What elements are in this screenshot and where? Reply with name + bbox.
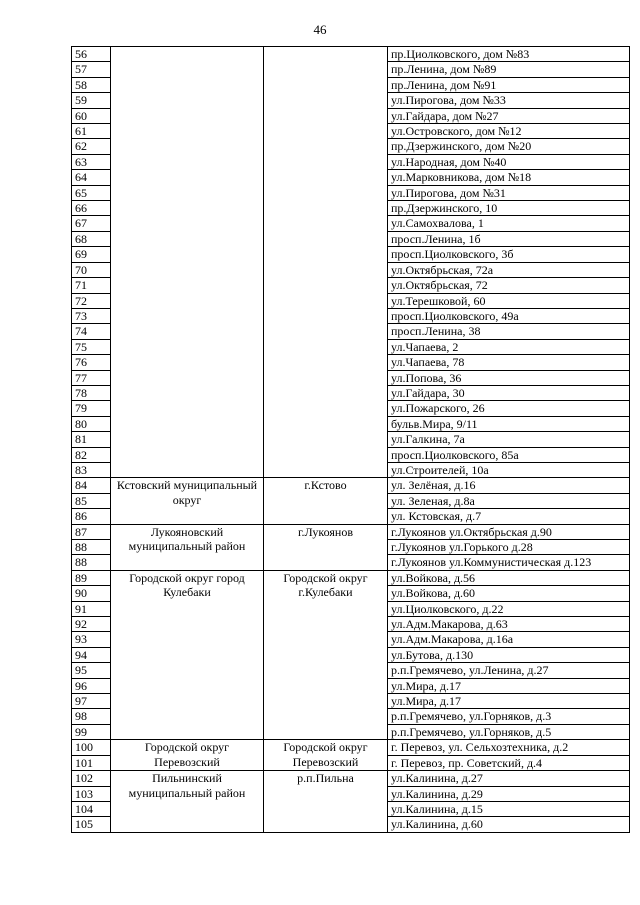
- address-cell: ул.Циолковского, д.22: [388, 601, 630, 616]
- district-cell: Лукояновский муниципальный район: [111, 524, 264, 570]
- address-cell: ул.Бутова, д.130: [388, 647, 630, 662]
- row-number: 75: [72, 339, 111, 354]
- address-cell: ул.Гайдара, дом №27: [388, 108, 630, 123]
- settlement-cell: Городской округ Перевозский: [264, 740, 388, 771]
- settlement-cell: Городской округ г.Кулебаки: [264, 570, 388, 739]
- address-cell: бульв.Мира, 9/11: [388, 416, 630, 431]
- district-cell: Кстовский муниципальный округ: [111, 478, 264, 524]
- address-cell: просп.Ленина, 1б: [388, 231, 630, 246]
- address-cell: ул.Калинина, д.29: [388, 786, 630, 801]
- address-cell: г.Лукоянов ул.Октябрьская д.90: [388, 524, 630, 539]
- address-cell: ул.Пожарского, 26: [388, 401, 630, 416]
- address-cell: ул.Войкова, д.56: [388, 570, 630, 585]
- district-cell: [111, 47, 264, 478]
- district-cell: Городской округ Перевозский: [111, 740, 264, 771]
- row-number: 105: [72, 817, 111, 832]
- row-number: 74: [72, 324, 111, 339]
- row-number: 63: [72, 154, 111, 169]
- row-number: 81: [72, 432, 111, 447]
- row-number: 76: [72, 355, 111, 370]
- address-cell: ул.Мира, д.17: [388, 678, 630, 693]
- row-number: 88: [72, 540, 111, 555]
- page-number: 46: [313, 22, 327, 37]
- row-number: 72: [72, 293, 111, 308]
- row-number: 73: [72, 308, 111, 323]
- address-cell: г.Лукоянов ул.Горького д.28: [388, 540, 630, 555]
- settlement-cell: [264, 47, 388, 478]
- district-cell: Пильнинский муниципальный район: [111, 771, 264, 833]
- address-cell: просп.Циолковского, 3б: [388, 247, 630, 262]
- row-number: 85: [72, 493, 111, 508]
- address-cell: просп.Циолковского, 49а: [388, 308, 630, 323]
- row-number: 58: [72, 77, 111, 92]
- table-row: [72, 740, 630, 755]
- table-row: [72, 478, 630, 493]
- table-row: [72, 524, 630, 539]
- address-cell: ул.Чапаева, 78: [388, 355, 630, 370]
- table-row: [72, 570, 630, 585]
- row-number: 70: [72, 262, 111, 277]
- address-cell: ул.Терешковой, 60: [388, 293, 630, 308]
- row-number: 80: [72, 416, 111, 431]
- address-cell: ул.Строителей, 10а: [388, 462, 630, 477]
- row-number: 82: [72, 447, 111, 462]
- row-number: 92: [72, 617, 111, 632]
- address-cell: пр.Дзержинского, 10: [388, 201, 630, 216]
- row-number: 89: [72, 570, 111, 585]
- row-number: 95: [72, 663, 111, 678]
- address-cell: пр.Циолковского, дом №83: [388, 47, 630, 62]
- address-cell: ул.Адм.Макарова, д.16а: [388, 632, 630, 647]
- address-cell: р.п.Гремячево, ул.Ленина, д.27: [388, 663, 630, 678]
- settlement-cell: г.Кстово: [264, 478, 388, 524]
- row-number: 87: [72, 524, 111, 539]
- address-cell: р.п.Гремячево, ул.Горняков, д.5: [388, 724, 630, 739]
- row-number: 69: [72, 247, 111, 262]
- address-cell: г. Перевоз, ул. Сельхозтехника, д.2: [388, 740, 630, 755]
- row-number: 90: [72, 586, 111, 601]
- row-number: 104: [72, 801, 111, 816]
- row-number: 60: [72, 108, 111, 123]
- address-cell: ул.Островского, дом №12: [388, 124, 630, 139]
- row-number: 86: [72, 509, 111, 524]
- table-body: [72, 47, 630, 833]
- address-cell: г. Перевоз, пр. Советский, д.4: [388, 755, 630, 770]
- address-cell: ул.Самохвалова, 1: [388, 216, 630, 231]
- address-cell: просп.Ленина, 38: [388, 324, 630, 339]
- address-cell: ул. Зелёная, д.16: [388, 478, 630, 493]
- table-row: [72, 771, 630, 786]
- address-cell: ул.Пирогова, дом №31: [388, 185, 630, 200]
- row-number: 64: [72, 170, 111, 185]
- address-cell: ул.Народная, дом №40: [388, 154, 630, 169]
- row-number: 71: [72, 278, 111, 293]
- row-number: 88: [72, 555, 111, 570]
- address-cell: ул.Мира, д.17: [388, 694, 630, 709]
- row-number: 100: [72, 740, 111, 755]
- row-number: 98: [72, 709, 111, 724]
- row-number: 91: [72, 601, 111, 616]
- row-number: 94: [72, 647, 111, 662]
- row-number: 61: [72, 124, 111, 139]
- row-number: 57: [72, 62, 111, 77]
- table-row: [72, 47, 630, 62]
- address-cell: ул.Марковникова, дом №18: [388, 170, 630, 185]
- row-number: 59: [72, 93, 111, 108]
- address-cell: ул.Октябрьская, 72: [388, 278, 630, 293]
- address-cell: ул.Пирогова, дом №33: [388, 93, 630, 108]
- address-cell: ул.Калинина, д.15: [388, 801, 630, 816]
- row-number: 79: [72, 401, 111, 416]
- address-cell: ул.Галкина, 7а: [388, 432, 630, 447]
- address-cell: просп.Циолковского, 85а: [388, 447, 630, 462]
- address-cell: р.п.Гремячево, ул.Горняков, д.3: [388, 709, 630, 724]
- row-number: 83: [72, 462, 111, 477]
- row-number: 66: [72, 201, 111, 216]
- address-cell: ул.Адм.Макарова, д.63: [388, 617, 630, 632]
- district-cell: Городской округ город Кулебаки: [111, 570, 264, 739]
- row-number: 103: [72, 786, 111, 801]
- row-number: 84: [72, 478, 111, 493]
- row-number: 65: [72, 185, 111, 200]
- row-number: 78: [72, 385, 111, 400]
- settlement-cell: г.Лукоянов: [264, 524, 388, 570]
- settlement-cell: р.п.Пильна: [264, 771, 388, 833]
- row-number: 99: [72, 724, 111, 739]
- address-cell: ул.Калинина, д.27: [388, 771, 630, 786]
- row-number: 62: [72, 139, 111, 154]
- address-cell: ул.Чапаева, 2: [388, 339, 630, 354]
- row-number: 67: [72, 216, 111, 231]
- row-number: 77: [72, 370, 111, 385]
- address-cell: ул.Попова, 36: [388, 370, 630, 385]
- address-cell: пр.Ленина, дом №91: [388, 77, 630, 92]
- row-number: 68: [72, 231, 111, 246]
- address-cell: пр.Дзержинского, дом №20: [388, 139, 630, 154]
- address-cell: ул.Калинина, д.60: [388, 817, 630, 832]
- address-cell: ул.Гайдара, 30: [388, 385, 630, 400]
- row-number: 101: [72, 755, 111, 770]
- address-cell: ул.Октябрьская, 72а: [388, 262, 630, 277]
- address-table: [71, 46, 630, 833]
- address-cell: ул. Зеленая, д.8а: [388, 493, 630, 508]
- row-number: 96: [72, 678, 111, 693]
- row-number: 102: [72, 771, 111, 786]
- address-cell: пр.Ленина, дом №89: [388, 62, 630, 77]
- address-cell: ул.Войкова, д.60: [388, 586, 630, 601]
- address-cell: ул. Кстовская, д.7: [388, 509, 630, 524]
- address-cell: г.Лукоянов ул.Коммунистическая д.123: [388, 555, 630, 570]
- row-number: 97: [72, 694, 111, 709]
- row-number: 56: [72, 47, 111, 62]
- row-number: 93: [72, 632, 111, 647]
